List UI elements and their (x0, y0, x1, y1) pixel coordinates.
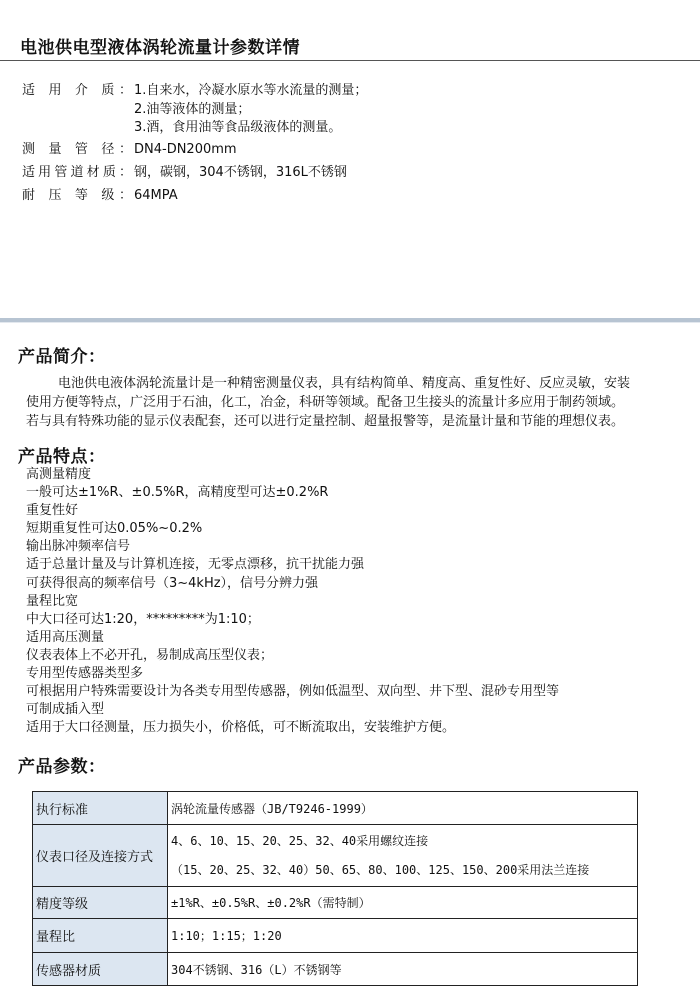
param-value-line: 4、6、10、15、20、25、32、40采用螺纹连接 (171, 833, 429, 848)
spec-label: 适 用 介 质： (22, 83, 132, 98)
param-key: 传感器材质 (33, 953, 168, 986)
feature-item: 可获得很高的频率信号（3~4kHz），信号分辨力强 (26, 575, 319, 591)
intro-line: 使用方便等特点，广泛用于石油，化工，冶金，科研等领域。配备卫生接头的流量计多应用于制药领域。 (26, 395, 625, 410)
spec-label: 适用管道材质： (22, 165, 132, 180)
feature-item: 输出脉冲频率信号 (26, 539, 131, 555)
spec-label: 测 量 管 径： (22, 142, 132, 157)
feature-item: 适于总量计量及与计算机连接，无零点漂移，抗干扰能力强 (26, 557, 365, 573)
features-list (26, 466, 559, 737)
feature-item: 仪表表体上不必开孔，易制成高压型仪表； (26, 647, 274, 663)
feature-item: 高测量精度 (26, 467, 92, 482)
feature-item: 重复性好 (26, 503, 79, 519)
params-table (32, 791, 638, 986)
spec-medium-line: 2.油等液体的测量； (134, 102, 251, 117)
feature-item: 短期重复性可达0.05%~0.2% (26, 521, 203, 537)
param-key: 量程比 (33, 919, 168, 953)
feature-item: 一般可达±1%R、±0.5%R，高精度型可达±0.2%R (26, 485, 329, 501)
spec-medium-line: 3.酒，食用油等食品级液体的测量。 (134, 120, 342, 135)
param-key: 仪表口径及连接方式 (33, 825, 168, 887)
feature-item: 专用型传感器类型多 (26, 666, 144, 682)
spec-value: DN4-DN200mm (134, 142, 237, 157)
param-key: 精度等级 (33, 887, 168, 919)
intro-line: 电池供电液体涡轮流量计是一种精密测量仪表，具有结构简单、精度高、重复性好、反应灵敏，安装 (58, 376, 631, 391)
feature-item: 量程比宽 (26, 593, 79, 609)
page-title: 电池供电型液体涡轮流量计参数详情 (20, 38, 300, 58)
table-row (33, 792, 638, 825)
table-row (33, 953, 638, 986)
table-row (33, 825, 638, 887)
spec-label: 耐 压 等 级： (22, 188, 132, 203)
spec-value: 64MPA (134, 188, 178, 203)
section-divider-line (0, 322, 700, 323)
intro-line: 若与具有特殊功能的显示仪表配套，还可以进行定量控制、超量报警等，是流量计量和节能的理想仪表。 (26, 414, 625, 429)
intro-paragraph (26, 374, 678, 431)
param-value: 涡轮流量传感器（JB/T9246-1999） (168, 792, 638, 825)
params-heading: 产品参数： (18, 757, 106, 777)
feature-item: 中大口径可达1:20，*********为1:10； (26, 611, 260, 627)
spec-value: 钢，碳钢，304不锈钢，316L不锈钢 (134, 165, 347, 180)
feature-item: 适用于大口径测量，压力损失小，价格低，可不断流取出，安装维护方便。 (26, 720, 456, 736)
feature-item: 适用高压测量 (26, 629, 105, 645)
spec-value: 1.自来水，冷凝水原水等水流量的测量； (134, 83, 368, 98)
param-key: 执行标准 (33, 792, 168, 825)
title-divider (0, 60, 700, 61)
features-heading: 产品特点： (18, 447, 106, 467)
param-value: 1:10；1:15；1:20 (168, 919, 638, 953)
feature-item: 可根据用户特殊需要设计为各类专用型传感器，例如低温型、双向型、井下型、混砂专用型等 (26, 684, 560, 700)
table-row (33, 919, 638, 953)
feature-item: 可制成插入型 (26, 702, 105, 718)
param-value-line: （15、20、25、32、40）50、65、80、100、125、150、200采用法兰连接 (171, 862, 590, 877)
param-value: ±1%R、±0.5%R、±0.2%R（需特制） (168, 887, 638, 919)
param-value (168, 825, 638, 887)
intro-heading: 产品简介： (18, 347, 106, 367)
param-value: 304不锈钢、316（L）不锈钢等 (168, 953, 638, 986)
table-row (33, 887, 638, 919)
